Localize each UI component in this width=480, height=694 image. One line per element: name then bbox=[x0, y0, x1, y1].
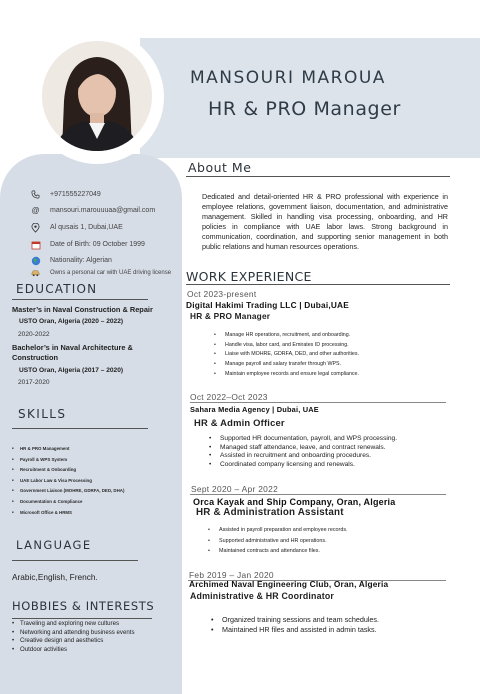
job-duty: • Maintained contracts and attendance files. bbox=[208, 546, 348, 557]
language-divider bbox=[12, 560, 138, 561]
calendar-icon bbox=[30, 239, 41, 250]
hobbies-divider bbox=[12, 618, 152, 619]
job-duty: • Assisted in recruitment and onboarding procedures. bbox=[209, 452, 397, 461]
job-title: HR & PRO Manager bbox=[208, 98, 401, 120]
job-company: Orca Kayak and Ship Company, Oran, Algeria bbox=[193, 497, 396, 507]
job-company: Sahara Media Agency | Dubai, UAE bbox=[190, 405, 319, 414]
hobby-item: • Outdoor activities bbox=[12, 646, 135, 655]
skills-divider bbox=[12, 428, 148, 429]
job-date: Feb 2019 – Jan 2020 bbox=[189, 570, 274, 580]
contact-email bbox=[30, 205, 155, 216]
experience-heading: WORK EXPERIENCE bbox=[186, 269, 312, 284]
email-address: mansouri.marouuuaa@gmail.com bbox=[50, 207, 156, 214]
experience-divider bbox=[186, 284, 450, 285]
skill-item: • Payroll & WPS System bbox=[12, 455, 124, 466]
driving-license: Owns a personal car with UAE driving license bbox=[50, 269, 172, 276]
job-date: Oct 2023-present bbox=[187, 289, 257, 299]
job-duty: • Supported HR documentation, payroll, and WPS processing. bbox=[209, 435, 397, 444]
job-duty: • Handle visa, labor card, and Emirates ID processing. bbox=[214, 341, 359, 351]
nationality: Nationality: Algerian bbox=[50, 257, 112, 264]
profile-photo bbox=[42, 41, 152, 151]
phone-number: +971555227049 bbox=[50, 191, 101, 198]
skills-heading: SKILLS bbox=[18, 407, 67, 421]
contact-nationality bbox=[30, 255, 112, 266]
location-icon bbox=[30, 222, 41, 233]
education-heading: EDUCATION bbox=[16, 282, 98, 296]
hobbies-list bbox=[12, 620, 135, 654]
job-duties bbox=[208, 525, 348, 557]
job-duty: • Maintained HR files and assisted in admin tasks. bbox=[211, 625, 379, 635]
car-icon bbox=[30, 267, 41, 278]
language-heading: LANGUAGE bbox=[16, 538, 92, 552]
education-years: 2020-2022 bbox=[18, 331, 50, 338]
contact-address bbox=[30, 222, 123, 233]
job-date: Oct 2022–Oct 2023 bbox=[190, 392, 268, 402]
job-duties bbox=[209, 435, 397, 469]
skill-item: • Documentation & Compliance bbox=[12, 497, 124, 508]
about-heading: About Me bbox=[188, 160, 252, 175]
skill-item: • HR & PRO Management bbox=[12, 444, 124, 455]
job-duty: • Manage HR operations, recruitment, and onboarding. bbox=[214, 331, 359, 341]
hobbies-heading: HOBBIES & INTERESTS bbox=[12, 599, 155, 613]
at-sign-icon: @ bbox=[31, 206, 40, 215]
job-duty: • Managed staff attendance, leave, and contract renewals. bbox=[209, 444, 397, 453]
job-duty: • Coordinated company licensing and renewals. bbox=[209, 461, 397, 470]
full-name: MANSOURI MAROUA bbox=[190, 68, 386, 88]
job-duties bbox=[211, 615, 379, 636]
languages-text: Arabic,English, French. bbox=[12, 572, 98, 582]
about-divider bbox=[186, 176, 450, 177]
job-duty: • Assisted in payroll preparation and employee records. bbox=[208, 525, 348, 536]
job-role: HR & Administration Assistant bbox=[196, 507, 344, 518]
skills-list bbox=[12, 444, 124, 518]
job-date: Sept 2020 – Apr 2022 bbox=[191, 484, 279, 494]
skill-item: • UAE Labor Law & Visa Processing bbox=[12, 476, 124, 487]
job-duty: • Liaise with MOHRE, GDRFA, DED, and other authorities. bbox=[214, 350, 359, 360]
hobby-item: • Creative design and aesthetics bbox=[12, 637, 135, 646]
job-divider bbox=[190, 494, 446, 495]
job-divider bbox=[190, 402, 446, 403]
sidebar-panel bbox=[0, 154, 182, 694]
education-degree: Master’s in Naval Construction & Repair bbox=[12, 305, 153, 314]
job-role: HR & PRO Manager bbox=[190, 311, 271, 321]
skill-item: • Recruitment & Onboarding bbox=[12, 465, 124, 476]
education-divider bbox=[12, 299, 148, 300]
contact-driving bbox=[30, 267, 171, 278]
job-role: Administrative & HR Coordinator bbox=[190, 591, 335, 601]
phone-icon bbox=[30, 189, 41, 200]
contact-phone bbox=[30, 189, 101, 200]
job-role: HR & Admin Officer bbox=[194, 417, 285, 428]
hobby-item: • Networking and attending business events bbox=[12, 629, 135, 638]
job-company: Archimed Naval Engineering Club, Oran, Algeria bbox=[189, 579, 389, 589]
hobby-item: • Traveling and exploring new cultures bbox=[12, 620, 135, 629]
contact-birthdate bbox=[30, 239, 145, 250]
globe-icon bbox=[30, 255, 41, 266]
job-duty: • Maintain employee records and ensure legal compliance. bbox=[214, 370, 359, 380]
education-school: USTO Oran, Algeria (2017 – 2020) bbox=[19, 367, 124, 374]
home-address: Al qusais 1, Dubai,UAE bbox=[50, 224, 123, 231]
job-duties bbox=[214, 331, 359, 379]
job-duty: • Supported administrative and HR operations. bbox=[208, 536, 348, 547]
job-duty: • Manage payroll and salary transfer through WPS. bbox=[214, 360, 359, 370]
education-school: USTO Oran, Algeria (2020 – 2022) bbox=[19, 318, 124, 325]
date-of-birth: Date of Birth: 09 October 1999 bbox=[50, 241, 145, 248]
about-text: Dedicated and detail-oriented HR & PRO professional with experience in employee relations, government liaison, documentation, and administrative management. Skilled in handling visa processing, onboarding, and HR policies in compliance with UAE labor laws. Strong background in communication, coordination, and supporting senior management in both public relations and human resources operations. bbox=[202, 192, 448, 251]
skill-item: • Government Liaison (MOHRE, GDRFA, DED, DHA) bbox=[12, 486, 124, 497]
job-duty: • Organized training sessions and team schedules. bbox=[211, 615, 379, 625]
education-degree: Bachelor’s in Naval Architecture & Construction bbox=[12, 343, 133, 362]
education-years: 2017-2020 bbox=[18, 379, 50, 386]
skill-item: • Microsoft Office & HRMS bbox=[12, 508, 124, 519]
job-company: Digital Hakimi Trading LLC | Dubai,UAE bbox=[186, 300, 349, 310]
